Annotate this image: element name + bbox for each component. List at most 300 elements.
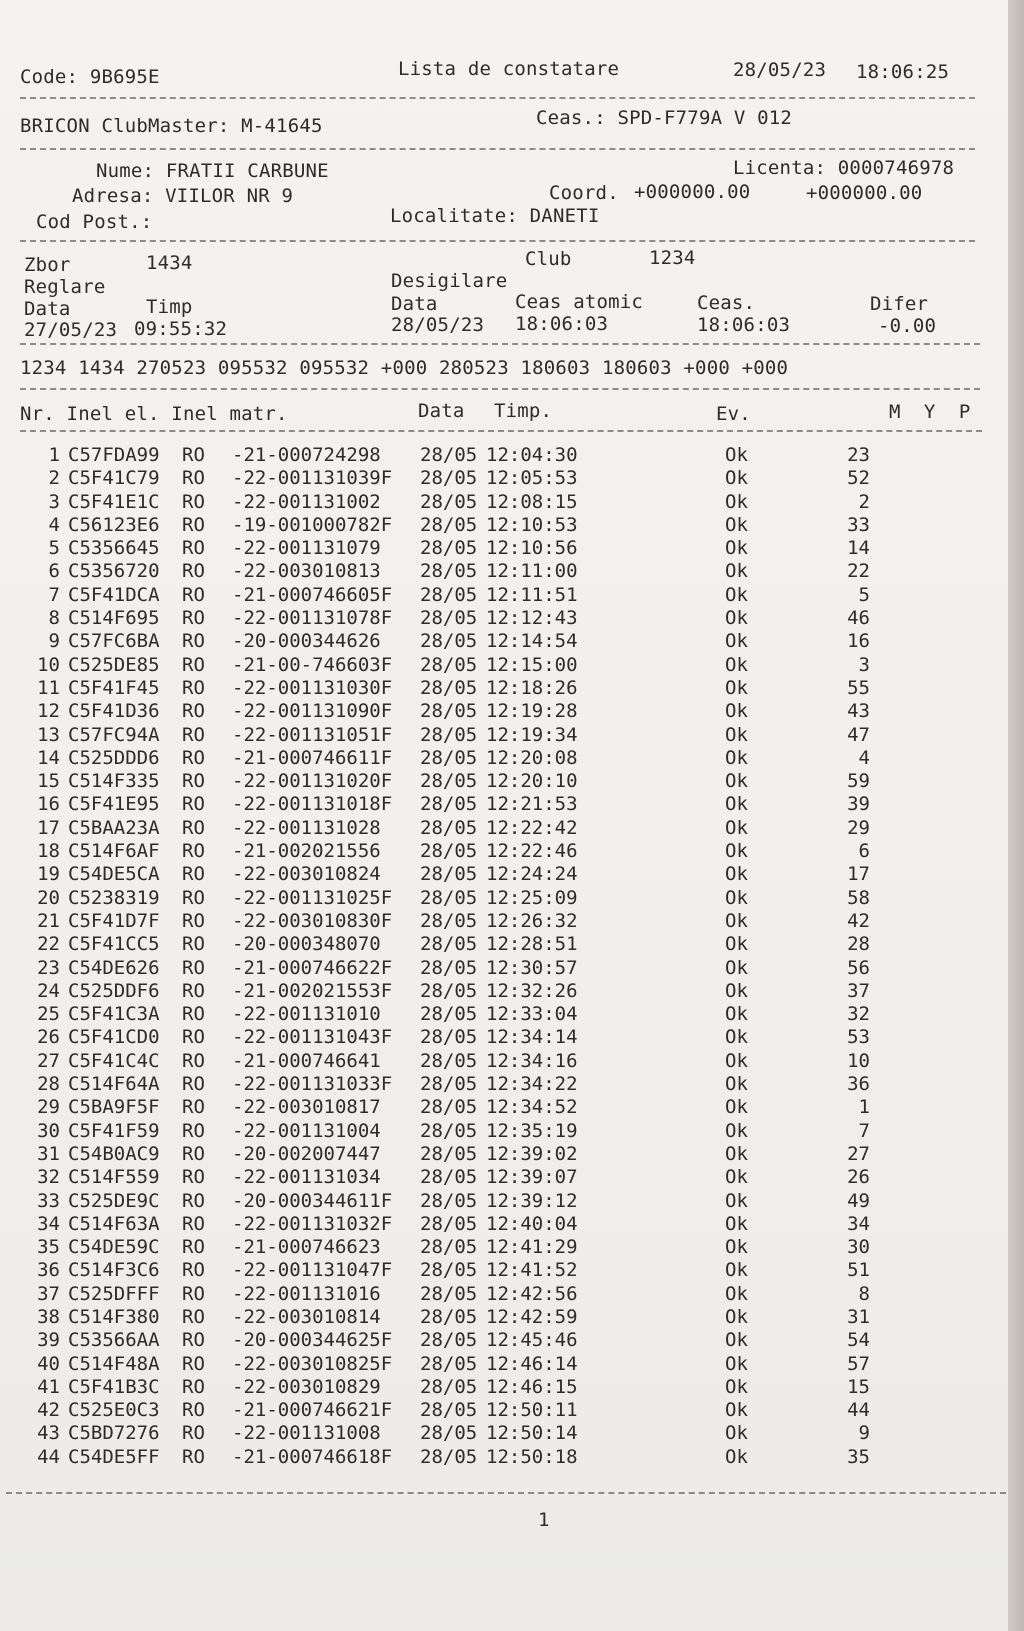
arrival-time: 12:39:12 — [486, 1189, 578, 1212]
rank-m: 59 — [847, 770, 870, 793]
rank-m: 31 — [847, 1305, 870, 1328]
row-number: 11 — [37, 676, 60, 699]
country-code: RO — [182, 1259, 205, 1282]
row-number: 43 — [37, 1422, 60, 1445]
country-code: RO — [182, 1119, 205, 1142]
setting-time-label: Timp — [146, 296, 193, 318]
rank-m: 30 — [847, 1236, 870, 1259]
country-code: RO — [182, 909, 205, 932]
ring-number: -22-001131020F — [232, 770, 393, 793]
event-status: Ok — [725, 1375, 748, 1398]
country-code: RO — [182, 816, 205, 839]
electronic-ring: C5F41C4C — [68, 1049, 160, 1072]
arrival-date: 28/05 — [420, 1329, 478, 1352]
postal-code-label: Cod Post.: — [36, 211, 153, 233]
ring-number: -21-000746622F — [232, 956, 393, 979]
ring-number: -21-000746641 — [232, 1049, 381, 1072]
electronic-ring: C514F559 — [68, 1166, 160, 1189]
table-row — [20, 1003, 980, 1026]
ring-number: -22-003010814 — [232, 1305, 381, 1328]
event-status: Ok — [725, 1073, 748, 1096]
arrival-time: 12:42:56 — [486, 1282, 578, 1305]
row-number: 1 — [48, 444, 60, 466]
event-status: Ok — [725, 1445, 748, 1468]
event-status: Ok — [725, 490, 748, 513]
page-title: Lista de constatare — [398, 58, 620, 80]
table-row — [20, 1422, 980, 1445]
ring-number: -22-003010825F — [232, 1352, 393, 1375]
arrival-date: 28/05 — [420, 863, 478, 886]
arrival-date: 28/05 — [420, 1073, 478, 1096]
event-status: Ok — [725, 816, 748, 839]
arrival-time: 12:33:04 — [486, 1003, 578, 1026]
arrival-date: 28/05 — [420, 444, 478, 466]
row-number: 16 — [37, 793, 60, 816]
rank-m: 15 — [847, 1375, 870, 1398]
electronic-ring: C5F41E95 — [68, 793, 160, 816]
arrival-date: 28/05 — [420, 1189, 478, 1212]
event-status: Ok — [725, 1189, 748, 1212]
arrival-date: 28/05 — [420, 1166, 478, 1189]
ring-number: -20-002007447 — [232, 1142, 381, 1165]
arrival-time: 12:39:07 — [486, 1166, 578, 1189]
rank-m: 22 — [847, 560, 870, 583]
rank-m: 17 — [847, 863, 870, 886]
event-status: Ok — [725, 1352, 748, 1375]
row-number: 6 — [48, 560, 60, 583]
table-row — [20, 1236, 980, 1259]
row-number: 35 — [37, 1236, 60, 1259]
country-code: RO — [182, 723, 205, 746]
event-status: Ok — [725, 933, 748, 956]
electronic-ring: C514F335 — [68, 770, 160, 793]
arrival-time: 12:30:57 — [486, 956, 578, 979]
rank-m: 47 — [847, 723, 870, 746]
arrival-time: 12:20:10 — [486, 770, 578, 793]
row-number: 3 — [48, 490, 60, 513]
event-status: Ok — [725, 886, 748, 909]
arrival-date: 28/05 — [420, 490, 478, 513]
ring-number: -22-003010813 — [232, 560, 381, 583]
arrival-date: 28/05 — [420, 933, 478, 956]
electronic-ring: C514F6AF — [68, 840, 160, 863]
event-status: Ok — [725, 770, 748, 793]
arrival-date: 28/05 — [420, 1026, 478, 1049]
ring-number: -22-001131010 — [232, 1003, 381, 1026]
column-header-myp: M Y P — [889, 401, 971, 423]
row-number: 2 — [48, 467, 60, 490]
country-code: RO — [182, 653, 205, 676]
electronic-ring: C5356720 — [68, 560, 160, 583]
country-code: RO — [182, 1096, 205, 1119]
country-code: RO — [182, 1003, 205, 1026]
event-status: Ok — [725, 793, 748, 816]
row-number: 30 — [37, 1119, 60, 1142]
table-row — [20, 910, 980, 933]
country-code: RO — [182, 444, 205, 466]
table-row — [20, 467, 980, 490]
ring-number: -20-000348070 — [232, 933, 381, 956]
locality: Localitate: DANETI — [390, 205, 600, 227]
arrival-date: 28/05 — [420, 1445, 478, 1468]
country-code: RO — [182, 1305, 205, 1328]
table-row — [20, 1073, 980, 1096]
country-code: RO — [182, 979, 205, 1002]
table-row — [20, 840, 980, 863]
table-row — [20, 1143, 980, 1166]
divider — [20, 430, 982, 432]
event-status: Ok — [725, 956, 748, 979]
row-number: 8 — [48, 607, 60, 630]
event-status: Ok — [725, 746, 748, 769]
country-code: RO — [182, 630, 205, 653]
country-code: RO — [182, 467, 205, 490]
arrival-time: 12:25:09 — [486, 886, 578, 909]
event-status: Ok — [725, 653, 748, 676]
arrival-time: 12:10:53 — [486, 513, 578, 536]
table-row — [20, 957, 980, 980]
arrival-date: 28/05 — [420, 537, 478, 560]
arrival-date: 28/05 — [420, 1399, 478, 1422]
event-status: Ok — [725, 630, 748, 653]
country-code: RO — [182, 1375, 205, 1398]
table-row — [20, 584, 980, 607]
arrival-time: 12:41:29 — [486, 1236, 578, 1259]
table-row — [20, 654, 980, 677]
rank-m: 52 — [847, 467, 870, 490]
arrival-time: 12:04:30 — [486, 444, 578, 466]
electronic-ring: C5BAA23A — [68, 816, 160, 839]
electronic-ring: C525E0C3 — [68, 1399, 160, 1422]
arrival-date: 28/05 — [420, 956, 478, 979]
arrival-time: 12:46:15 — [486, 1375, 578, 1398]
event-status: Ok — [725, 444, 748, 466]
ring-number: -21-00-746603F — [232, 653, 393, 676]
print-time: 18:06:25 — [856, 61, 950, 83]
rank-m: 3 — [858, 653, 870, 676]
row-number: 24 — [37, 979, 60, 1002]
licence-number: Licenta: 0000746978 — [733, 157, 955, 179]
event-status: Ok — [725, 979, 748, 1002]
arrival-date: 28/05 — [420, 1003, 478, 1026]
arrival-date: 28/05 — [420, 770, 478, 793]
rank-m: 42 — [847, 909, 870, 932]
column-header-rings: Nr. Inel el. Inel matr. — [20, 403, 288, 425]
ring-number: -22-001131039F — [232, 467, 393, 490]
rank-m: 2 — [858, 490, 870, 513]
country-code: RO — [182, 770, 205, 793]
row-number: 14 — [37, 746, 60, 769]
country-code: RO — [182, 1445, 205, 1468]
arrival-time: 12:05:53 — [486, 467, 578, 490]
country-code: RO — [182, 607, 205, 630]
arrival-time: 12:34:14 — [486, 1026, 578, 1049]
row-number: 42 — [37, 1399, 60, 1422]
arrival-date: 28/05 — [420, 467, 478, 490]
ring-number: -21-000746605F — [232, 583, 393, 606]
arrival-time: 12:50:18 — [486, 1445, 578, 1468]
country-code: RO — [182, 1236, 205, 1259]
table-row — [20, 817, 980, 840]
print-date: 28/05/23 — [733, 59, 827, 81]
arrival-time: 12:11:51 — [486, 583, 578, 606]
country-code: RO — [182, 886, 205, 909]
event-status: Ok — [725, 1399, 748, 1422]
event-status: Ok — [725, 1236, 748, 1259]
arrival-time: 12:18:26 — [486, 676, 578, 699]
arrival-time: 12:32:26 — [486, 979, 578, 1002]
event-status: Ok — [725, 583, 748, 606]
arrival-date: 28/05 — [420, 886, 478, 909]
ring-number: -22-001131033F — [232, 1073, 393, 1096]
code-label: Code: 9B695E — [20, 66, 160, 88]
table-row — [20, 770, 980, 793]
electronic-ring: C57FC94A — [68, 723, 160, 746]
country-code: RO — [182, 863, 205, 886]
table-row — [20, 887, 980, 910]
rank-m: 53 — [847, 1026, 870, 1049]
country-code: RO — [182, 1049, 205, 1072]
divider — [20, 240, 975, 242]
ring-number: -22-001131025F — [232, 886, 393, 909]
arrival-date: 28/05 — [420, 816, 478, 839]
ring-number: -22-001131043F — [232, 1026, 393, 1049]
table-row — [20, 514, 980, 537]
arrival-time: 12:08:15 — [486, 490, 578, 513]
divider — [20, 343, 980, 345]
ring-number: -21-000746611F — [232, 746, 393, 769]
row-number: 15 — [37, 770, 60, 793]
ring-number: -22-001131028 — [232, 816, 381, 839]
arrival-time: 12:35:19 — [486, 1119, 578, 1142]
country-code: RO — [182, 1399, 205, 1422]
arrival-date: 28/05 — [420, 979, 478, 1002]
electronic-ring: C54B0AC9 — [68, 1142, 160, 1165]
electronic-ring: C514F380 — [68, 1305, 160, 1328]
rank-m: 51 — [847, 1259, 870, 1282]
arrival-time: 12:20:08 — [486, 746, 578, 769]
arrival-time: 12:11:00 — [486, 560, 578, 583]
country-code: RO — [182, 537, 205, 560]
table-row — [20, 793, 980, 816]
row-number: 20 — [37, 886, 60, 909]
table-row — [20, 537, 980, 560]
table-row — [20, 1283, 980, 1306]
row-number: 33 — [37, 1189, 60, 1212]
rank-m: 23 — [847, 444, 870, 466]
country-code: RO — [182, 1189, 205, 1212]
country-code: RO — [182, 1282, 205, 1305]
difference-label: Difer — [870, 293, 929, 315]
ring-number: -22-001131030F — [232, 676, 393, 699]
arrival-time: 12:40:04 — [486, 1212, 578, 1235]
rank-m: 14 — [847, 537, 870, 560]
event-status: Ok — [725, 513, 748, 536]
arrival-time: 12:39:02 — [486, 1142, 578, 1165]
rank-m: 55 — [847, 676, 870, 699]
ring-number: -20-000344626 — [232, 630, 381, 653]
arrival-time: 12:50:14 — [486, 1422, 578, 1445]
ring-number: -22-001131034 — [232, 1166, 381, 1189]
row-number: 44 — [37, 1445, 60, 1468]
row-number: 36 — [37, 1259, 60, 1282]
electronic-ring: C5F41DCA — [68, 583, 160, 606]
country-code: RO — [182, 1142, 205, 1165]
row-number: 23 — [37, 956, 60, 979]
rank-m: 29 — [847, 816, 870, 839]
electronic-ring: C57FC6BA — [68, 630, 160, 653]
electronic-ring: C514F63A — [68, 1212, 160, 1235]
unsealing-date: 28/05/23 — [391, 314, 485, 336]
row-number: 5 — [48, 537, 60, 560]
country-code: RO — [182, 676, 205, 699]
atomic-clock-label: Ceas atomic — [515, 291, 644, 313]
row-number: 17 — [37, 816, 60, 839]
rank-m: 43 — [847, 700, 870, 723]
arrival-time: 12:34:16 — [486, 1049, 578, 1072]
country-code: RO — [182, 1422, 205, 1445]
electronic-ring: C54DE59C — [68, 1236, 160, 1259]
arrival-date: 28/05 — [420, 1119, 478, 1142]
rank-m: 57 — [847, 1352, 870, 1375]
table-row — [20, 1399, 980, 1422]
country-code: RO — [182, 1212, 205, 1235]
ring-number: -20-000344611F — [232, 1189, 393, 1212]
event-status: Ok — [725, 537, 748, 560]
rank-m: 33 — [847, 513, 870, 536]
table-row — [20, 863, 980, 886]
arrival-date: 28/05 — [420, 560, 478, 583]
arrival-time: 12:50:11 — [486, 1399, 578, 1422]
event-status: Ok — [725, 840, 748, 863]
row-number: 27 — [37, 1049, 60, 1072]
arrival-time: 12:10:56 — [486, 537, 578, 560]
table-row — [20, 1306, 980, 1329]
table-row — [20, 1376, 980, 1399]
event-status: Ok — [725, 1305, 748, 1328]
event-status: Ok — [725, 863, 748, 886]
electronic-ring: C514F48A — [68, 1352, 160, 1375]
rank-m: 44 — [847, 1399, 870, 1422]
setting-date-label: Data — [24, 298, 71, 320]
electronic-ring: C525DDF6 — [68, 979, 160, 1002]
arrival-time: 12:28:51 — [486, 933, 578, 956]
event-status: Ok — [725, 1422, 748, 1445]
row-number: 7 — [48, 583, 60, 606]
event-status: Ok — [725, 676, 748, 699]
coord-y: +000000.00 — [806, 182, 923, 204]
unsealing-date-label: Data — [391, 293, 438, 315]
arrival-date: 28/05 — [420, 630, 478, 653]
unsealing-label: Desigilare — [391, 270, 508, 292]
row-number: 22 — [37, 933, 60, 956]
electronic-ring: C525DFFF — [68, 1282, 160, 1305]
rank-m: 32 — [847, 1003, 870, 1026]
electronic-ring: C54DE5FF — [68, 1445, 160, 1468]
table-row — [20, 444, 980, 467]
electronic-ring: C514F695 — [68, 607, 160, 630]
row-number: 12 — [37, 700, 60, 723]
electronic-ring: C5F41CC5 — [68, 933, 160, 956]
country-code: RO — [182, 1026, 205, 1049]
clock-time: 18:06:03 — [697, 314, 791, 336]
ring-number: -22-001131016 — [232, 1282, 381, 1305]
arrival-date: 28/05 — [420, 1259, 478, 1282]
arrival-date: 28/05 — [420, 1212, 478, 1235]
row-number: 28 — [37, 1073, 60, 1096]
ring-number: -22-001131004 — [232, 1119, 381, 1142]
ring-number: -21-000746621F — [232, 1399, 393, 1422]
ring-number: -21-000746623 — [232, 1236, 381, 1259]
electronic-ring: C514F64A — [68, 1073, 160, 1096]
electronic-ring: C57FDA99 — [68, 444, 160, 466]
event-status: Ok — [725, 1329, 748, 1352]
electronic-ring: C54DE626 — [68, 956, 160, 979]
event-status: Ok — [725, 723, 748, 746]
electronic-ring: C5238319 — [68, 886, 160, 909]
arrival-date: 28/05 — [420, 1282, 478, 1305]
rank-m: 8 — [858, 1282, 870, 1305]
rank-m: 5 — [858, 583, 870, 606]
event-status: Ok — [725, 909, 748, 932]
electronic-ring: C525DE85 — [68, 653, 160, 676]
page-number: 1 — [538, 1509, 550, 1531]
arrival-date: 28/05 — [420, 1305, 478, 1328]
country-code: RO — [182, 583, 205, 606]
table-row — [20, 1166, 980, 1189]
row-number: 10 — [37, 653, 60, 676]
table-row — [20, 1353, 980, 1376]
column-header-event: Ev. — [716, 403, 751, 425]
electronic-ring: C5F41B3C — [68, 1375, 160, 1398]
ring-number: -22-003010829 — [232, 1375, 381, 1398]
electronic-ring: C525DE9C — [68, 1189, 160, 1212]
setting-date: 27/05/23 — [24, 319, 118, 341]
arrival-date: 28/05 — [420, 1236, 478, 1259]
coord-x: +000000.00 — [634, 181, 751, 203]
arrival-date: 28/05 — [420, 700, 478, 723]
rank-m: 10 — [847, 1049, 870, 1072]
event-status: Ok — [725, 1049, 748, 1072]
electronic-ring: C5BD7276 — [68, 1422, 160, 1445]
electronic-ring: C56123E6 — [68, 513, 160, 536]
owner-name: Nume: FRATII CARBUNE — [96, 160, 329, 182]
rank-m: 49 — [847, 1189, 870, 1212]
rank-m: 27 — [847, 1142, 870, 1165]
club-number: 1234 — [649, 247, 696, 269]
row-number: 31 — [37, 1142, 60, 1165]
table-row — [20, 1446, 980, 1469]
rank-m: 58 — [847, 886, 870, 909]
electronic-ring: C525DDD6 — [68, 746, 160, 769]
setting-time: 09:55:32 — [134, 318, 228, 340]
country-code: RO — [182, 1166, 205, 1189]
electronic-ring: C5F41CD0 — [68, 1026, 160, 1049]
table-row — [20, 700, 980, 723]
arrival-time: 12:41:52 — [486, 1259, 578, 1282]
electronic-ring: C5BA9F5F — [68, 1096, 160, 1119]
arrival-time: 12:22:46 — [486, 840, 578, 863]
rank-m: 39 — [847, 793, 870, 816]
arrival-date: 28/05 — [420, 840, 478, 863]
coord-label: Coord. — [549, 182, 619, 204]
arrival-time: 12:45:46 — [486, 1329, 578, 1352]
rank-m: 6 — [858, 840, 870, 863]
event-status: Ok — [725, 1259, 748, 1282]
country-code: RO — [182, 933, 205, 956]
rank-m: 9 — [858, 1422, 870, 1445]
event-status: Ok — [725, 1212, 748, 1235]
